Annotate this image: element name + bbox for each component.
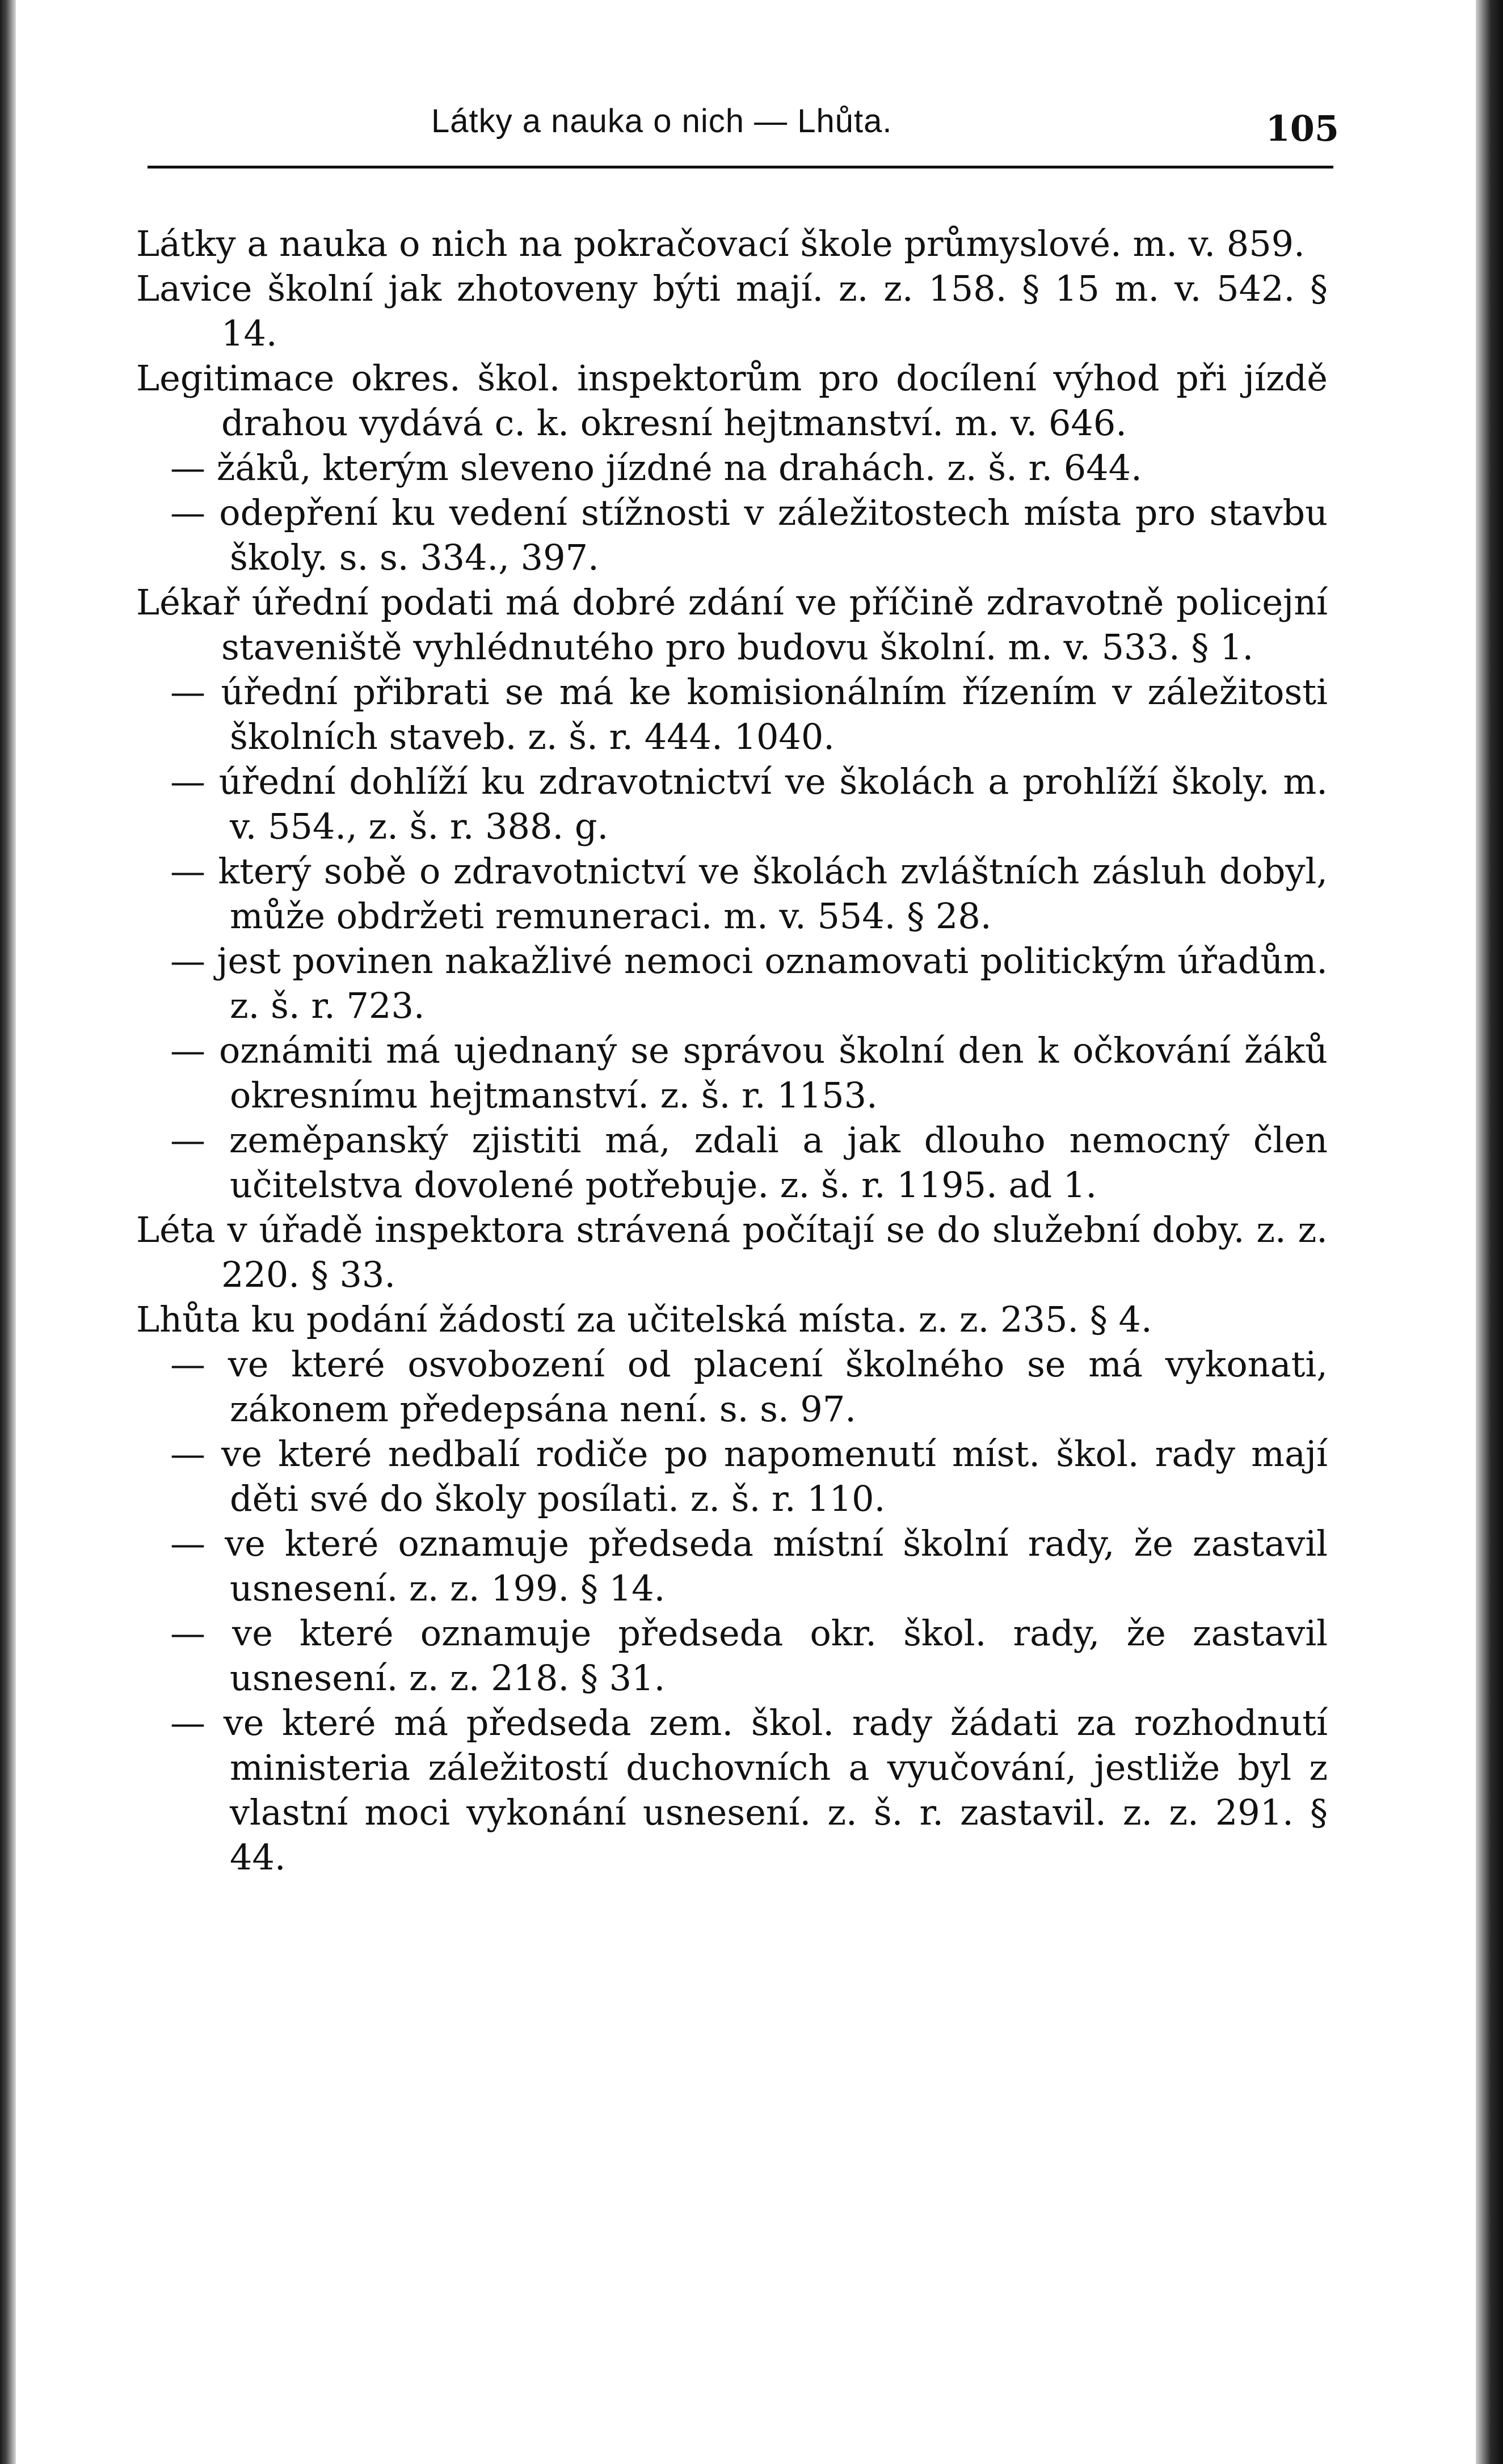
index-subentry: — ve které nedbalí rodiče po napomenutí míst. škol. rady mají děti své do školy posílati. z. š. r. 110. bbox=[170, 1433, 1328, 1519]
index-subentry: — ve které oznamuje předseda místní školní rady, že zastavil usnesení. z. z. 199. § 14. bbox=[170, 1523, 1328, 1609]
page-number: 105 bbox=[1265, 108, 1339, 149]
page-header bbox=[136, 96, 1339, 153]
index-subentry: — žáků, kterým sleveno jízdné na drahách. z. š. r. 644. bbox=[170, 447, 1142, 488]
index-entry: Látky a nauka o nich na pokračovací škole průmyslové. m. v. 859. bbox=[136, 223, 1305, 264]
index-subentry: — ve které má předseda zem. škol. rady žádati za rozhodnutí ministeria záležitostí duchovních a vyučování, jestliže byl z vlastní moci vykonání usnesení. z. š. r. zastavil. z. z. 291. § 44. bbox=[170, 1702, 1328, 1878]
index-subentry: — ve které osvobození od placení školného se má vykonati, zákonem předepsána není. s. s. 97. bbox=[170, 1343, 1328, 1430]
index-subentry: — zeměpanský zjistiti má, zdali a jak dlouho nemocný člen učitelstva dovolené potřebuje. z. š. r. 1195. ad 1. bbox=[170, 1119, 1328, 1206]
index-subentry: — úřední přibrati se má ke komisionálním řízením v záležitosti školních staveb. z. š. r. 444. 1040. bbox=[170, 671, 1328, 757]
index-subentry: — ve které oznamuje předseda okr. škol. rady, že zastavil usnesení. z. z. 218. § 31. bbox=[170, 1612, 1328, 1699]
header-rule bbox=[148, 166, 1333, 169]
index-entry: Legitimace okres. škol. inspektorům pro docílení výhod při jízdě drahou vydává c. k. okresní hejtmanství. m. v. 646. bbox=[136, 357, 1328, 444]
page-edge-left bbox=[0, 0, 16, 2464]
index-entry: Lhůta ku podání žádostí za učitelská místa. z. z. 235. § 4. bbox=[136, 1299, 1152, 1340]
index-subentry: — který sobě o zdravotnictví ve školách zvláštních zásluh dobyl, může obdržeti remuneraci. m. v. 554. § 28. bbox=[170, 850, 1328, 937]
index-subentry: — úřední dohlíží ku zdravotnictví ve školách a prohlíží školy. m. v. 554., z. š. r. 388. g. bbox=[170, 761, 1328, 847]
index-entry: Léta v úřadě inspektora strávená počítají se do služební doby. z. z. 220. § 33. bbox=[136, 1209, 1328, 1295]
index-entry: Lékař úřední podati má dobré zdání ve příčině zdravotně policejní staveniště vyhlédnutého pro budovu školní. m. v. 533. § 1. bbox=[136, 582, 1328, 668]
index-subentry: — oznámiti má ujednaný se správou školní den k očkování žáků okresnímu hejtmanství. z. š. r. 1153. bbox=[170, 1030, 1328, 1116]
index-entries bbox=[136, 221, 1328, 1880]
running-title: Látky a nauka o nich — Lhůta. bbox=[431, 103, 892, 140]
book-page bbox=[136, 0, 1339, 2464]
index-subentry: — odepření ku vedení stížnosti v záležitostech místa pro stavbu školy. s. s. 334., 397. bbox=[170, 492, 1328, 578]
index-entry: Lavice školní jak zhotoveny býti mají. z. z. 158. § 15 m. v. 542. § 14. bbox=[136, 268, 1328, 354]
index-subentry: — jest povinen nakažlivé nemoci oznamovati politickým úřadům. z. š. r. 723. bbox=[170, 940, 1328, 1026]
page-edge-right bbox=[1476, 0, 1503, 2464]
